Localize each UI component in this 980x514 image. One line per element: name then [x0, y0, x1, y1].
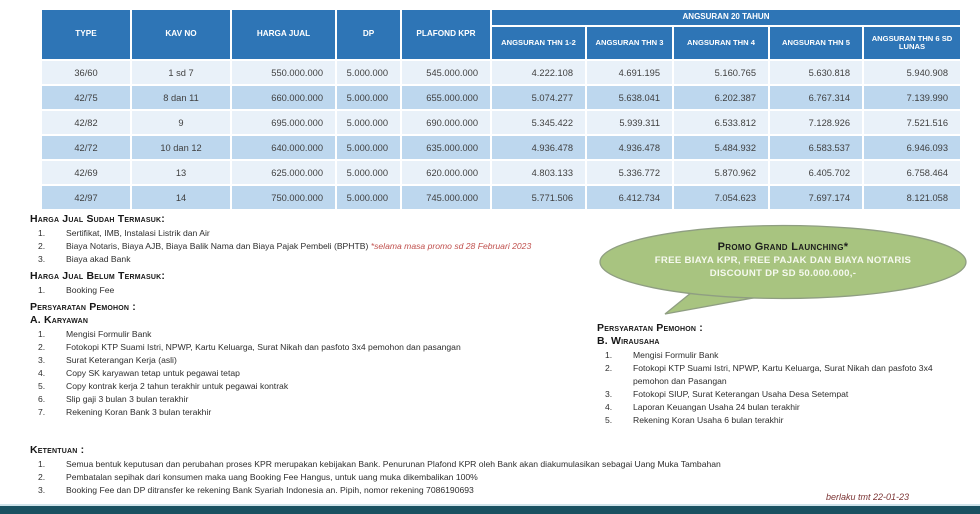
cell-number: 5.000.000 [337, 186, 400, 209]
cell-number: 550.000.000 [232, 61, 335, 84]
cell-number: 6.946.093 [864, 136, 960, 159]
list-item: 3. Booking Fee dan DP ditransfer ke rekening Bank Syariah Indonesia an. Pipih, nomor rekening 7086190693 [38, 485, 474, 495]
cell-number: 660.000.000 [232, 86, 335, 109]
harga-belum-list [30, 284, 582, 297]
cell-number: 620.000.000 [402, 161, 490, 184]
cell-number: 7.697.174 [770, 186, 862, 209]
col-header-harga-jual: HARGA JUAL [232, 10, 335, 59]
cell-number: 635.000.000 [402, 136, 490, 159]
ketentuan-list [30, 458, 965, 497]
col-header-plafond-kpr: PLAFOND KPR [402, 10, 490, 59]
harga-sudah-title: Harga Jual Sudah Termasuk: [30, 213, 165, 225]
table-row [42, 111, 960, 134]
table-row [42, 61, 960, 84]
persyaratan-b-title: Persyaratan Pemohon : [597, 322, 703, 334]
list-item: 5. Copy kontrak kerja 2 tahun terakhir untuk pegawai kontrak [38, 381, 289, 391]
cell-number: 4.691.195 [587, 61, 672, 84]
cell-number: 5.939.311 [587, 111, 672, 134]
cell-number: 7.139.990 [864, 86, 960, 109]
cell-number: 5.771.506 [492, 186, 585, 209]
price-table [40, 8, 962, 211]
cell-number: 5.000.000 [337, 61, 400, 84]
cell-text: 42/82 [42, 111, 130, 134]
col-header-angsuran-3: ANGSURAN THN 3 [587, 27, 672, 59]
persyaratan-a-title: Persyaratan Pemohon : [30, 301, 136, 313]
list-item: 5. Rekening Koran Usaha 6 bulan terakhir [605, 415, 784, 425]
price-table-wrap [40, 8, 962, 211]
col-header-type: TYPE [42, 10, 130, 59]
col-header-angsuran-1-2: ANGSURAN THN 1-2 [492, 27, 585, 59]
cell-text: 42/97 [42, 186, 130, 209]
cell-number: 6.767.314 [770, 86, 862, 109]
ketentuan-section [30, 444, 965, 501]
cell-number: 745.000.000 [402, 186, 490, 209]
group-header-angsuran: ANGSURAN 20 TAHUN [492, 10, 960, 25]
cell-number: 5.074.277 [492, 86, 585, 109]
price-table-body [42, 61, 960, 209]
list-item: 1. Sertifikat, IMB, Instalasi Listrik dan Air [38, 228, 210, 238]
cell-number: 4.936.478 [587, 136, 672, 159]
cell-number: 655.000.000 [402, 86, 490, 109]
cell-text: 9 [132, 111, 230, 134]
list-item: 2. Fotokopi KTP Suami Istri, NPWP, Kartu Keluarga, Surat Nikah dan pasfoto 3x4 pemohon dan Pasangan [605, 363, 933, 386]
list-item: 2. Fotokopi KTP Suami Istri, NPWP, Kartu Keluarga, Surat Nikah dan pasfoto 3x4 pemohon dan pasangan [38, 342, 461, 352]
cell-number: 5.345.422 [492, 111, 585, 134]
col-header-dp: DP [337, 10, 400, 59]
cell-number: 640.000.000 [232, 136, 335, 159]
cell-number: 5.000.000 [337, 111, 400, 134]
cell-number: 7.054.623 [674, 186, 768, 209]
cell-number: 5.000.000 [337, 86, 400, 109]
list-item: 3. Fotokopi SIUP, Surat Keterangan Usaha Desa Setempat [605, 389, 849, 399]
cell-number: 6.533.812 [674, 111, 768, 134]
cell-number: 5.638.041 [587, 86, 672, 109]
cell-number: 5.630.818 [770, 61, 862, 84]
cell-number: 8.121.058 [864, 186, 960, 209]
persyaratan-karyawan-list [30, 328, 582, 419]
persyaratan-a-subtitle: A. Karyawan [30, 314, 89, 326]
cell-number: 750.000.000 [232, 186, 335, 209]
cell-number: 4.936.478 [492, 136, 585, 159]
cell-text: 42/69 [42, 161, 130, 184]
cell-number: 6.583.537 [770, 136, 862, 159]
col-header-kav-no: KAV NO [132, 10, 230, 59]
promo-text [607, 240, 959, 280]
promo-bubble [597, 224, 969, 316]
cell-number: 5.870.962 [674, 161, 768, 184]
col-header-angsuran-4: ANGSURAN THN 4 [674, 27, 768, 59]
cell-number: 690.000.000 [402, 111, 490, 134]
list-item: 4. Copy SK karyawan tetap untuk pegawai tetap [38, 368, 240, 378]
promo-period-note: *selama masa promo sd 28 Februari 2023 [370, 241, 532, 251]
cell-number: 4.222.108 [492, 61, 585, 84]
promo-line-2: DISCOUNT DP SD 50.000.000,- [709, 268, 857, 279]
list-item: 1. Booking Fee [38, 285, 115, 295]
list-item: 6. Slip gaji 3 bulan 3 bulan terakhir [38, 394, 189, 404]
right-column [597, 224, 969, 431]
cell-number: 6.202.387 [674, 86, 768, 109]
cell-number: 7.128.926 [770, 111, 862, 134]
list-item: 3. Biaya akad Bank [38, 254, 131, 264]
list-item: 7. Rekening Koran Bank 3 bulan terakhir [38, 407, 212, 417]
col-header-angsuran-6: ANGSURAN THN 6 SD LUNAS [864, 27, 960, 59]
list-item: 2. Biaya Notaris, Biaya AJB, Biaya Balik Nama dan Biaya Pajak Pembeli (BPHTB) *selama masa promo sd 28 Februari 2023 [38, 241, 532, 251]
cell-number: 6.412.734 [587, 186, 672, 209]
harga-belum-title: Harga Jual Belum Termasuk: [30, 270, 166, 282]
table-row [42, 186, 960, 209]
persyaratan-b-subtitle: B. Wirausaha [597, 335, 660, 347]
promo-title: Promo Grand Launching* [717, 241, 849, 253]
cell-text: 13 [132, 161, 230, 184]
promo-line-1: FREE BIAYA KPR, FREE PAJAK DAN BIAYA NOTARIS [654, 255, 912, 266]
list-item: 4. Laporan Keuangan Usaha 24 bulan terakhir [605, 402, 800, 412]
cell-text: 1 sd 7 [132, 61, 230, 84]
cell-number: 5.160.765 [674, 61, 768, 84]
cell-text: 14 [132, 186, 230, 209]
cell-text: 36/60 [42, 61, 130, 84]
list-item: 1. Mengisi Formulir Bank [38, 329, 152, 339]
validity-note: berlaku tmt 22-01-23 [826, 492, 910, 502]
list-item: 2. Pembatalan sepihak dari konsumen maka uang Booking Fee Hangus, untuk uang muka dikembalikan 100% [38, 472, 478, 482]
cell-text: 8 dan 11 [132, 86, 230, 109]
cell-number: 545.000.000 [402, 61, 490, 84]
cell-number: 6.758.464 [864, 161, 960, 184]
harga-sudah-list [30, 227, 582, 266]
cell-number: 5.336.772 [587, 161, 672, 184]
price-table-head [42, 10, 960, 59]
cell-number: 5.484.932 [674, 136, 768, 159]
cell-number: 6.405.702 [770, 161, 862, 184]
list-item: 3. Surat Keterangan Kerja (asli) [38, 355, 177, 365]
cell-text: 42/72 [42, 136, 130, 159]
cell-number: 625.000.000 [232, 161, 335, 184]
table-row [42, 86, 960, 109]
left-column [30, 213, 582, 423]
persyaratan-wirausaha-list [597, 349, 969, 427]
bottom-bar [0, 504, 980, 514]
cell-text: 42/75 [42, 86, 130, 109]
cell-text: 10 dan 12 [132, 136, 230, 159]
table-row [42, 161, 960, 184]
cell-number: 5.000.000 [337, 136, 400, 159]
cell-number: 4.803.133 [492, 161, 585, 184]
col-header-angsuran-5: ANGSURAN THN 5 [770, 27, 862, 59]
table-row [42, 136, 960, 159]
list-item: 1. Mengisi Formulir Bank [605, 350, 719, 360]
list-item: 1. Semua bentuk keputusan dan perubahan proses KPR merupakan kebijakan Bank. Penurunan Plafond KPR oleh Bank akan diakumulasikan sebagai Uang Muka Tambahan [38, 459, 721, 469]
cell-number: 7.521.516 [864, 111, 960, 134]
cell-number: 5.000.000 [337, 161, 400, 184]
cell-number: 5.940.908 [864, 61, 960, 84]
cell-number: 695.000.000 [232, 111, 335, 134]
ketentuan-title: Ketentuan : [30, 444, 85, 456]
